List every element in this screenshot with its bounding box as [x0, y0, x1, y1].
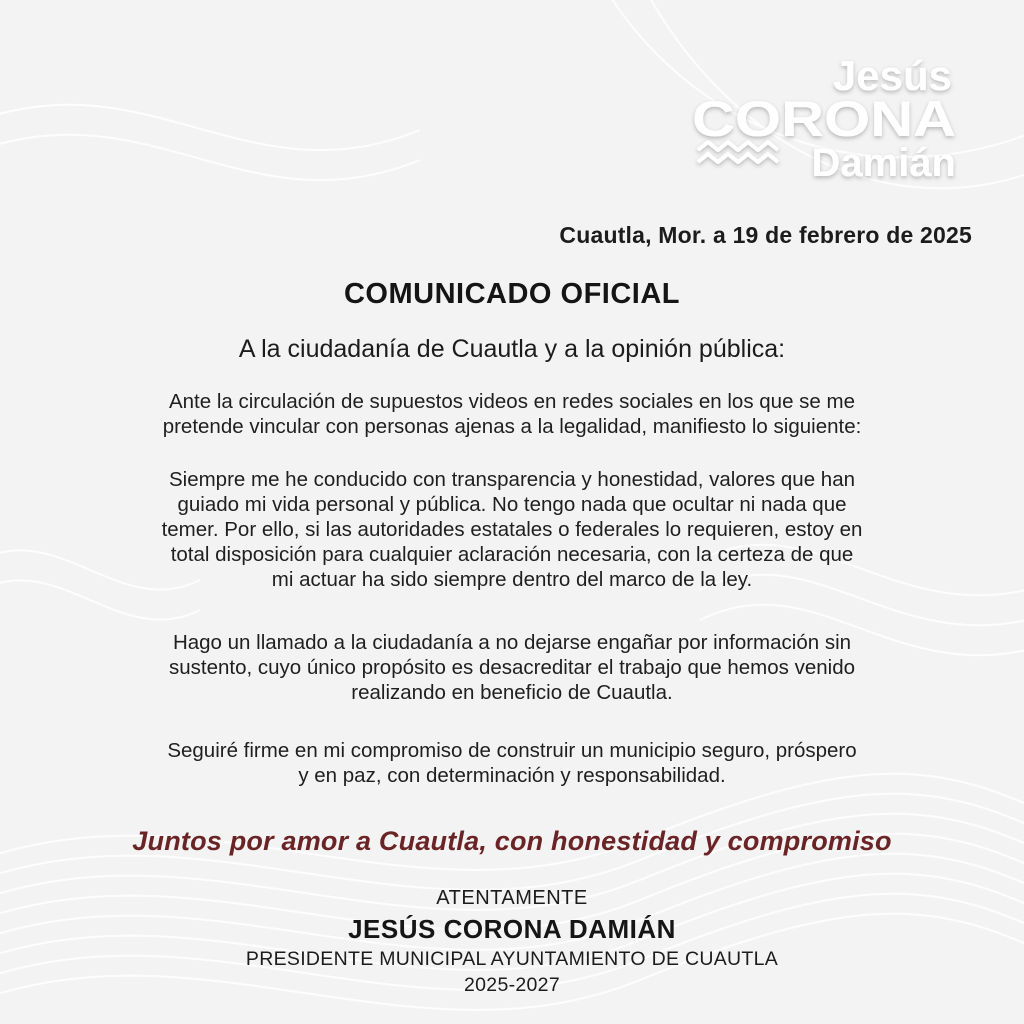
- paragraph-1: [90, 389, 934, 439]
- paragraph-line: guiado mi vida personal y pública. No tengo nada que ocultar ni nada que: [177, 493, 847, 516]
- closing-text: ATENTAMENTE: [436, 887, 588, 909]
- slogan: Juntos por amor a Cuautla, con honestidad y compromiso: [132, 826, 892, 856]
- paragraph-4: [90, 738, 934, 788]
- statement-title: COMUNICADO OFICIAL: [343, 278, 681, 310]
- paragraph-line: Siempre me he conducido con transparencia y honestidad, valores que han: [168, 468, 856, 491]
- paragraph-line: temer. Por ello, si las autoridades estatales o federales lo requieren, estoy en: [161, 518, 863, 541]
- paragraph-3: [90, 630, 934, 705]
- statement-date: Cuautla, Mor. a 19 de febrero de 2025: [559, 222, 972, 248]
- jesus-corona-damian-logo: [690, 52, 960, 185]
- signer-position: PRESIDENTE MUNICIPAL AYUNTAMIENTO DE CUAUTLA: [245, 948, 779, 970]
- paragraph-line: y en paz, con determinación y responsabilidad.: [298, 764, 726, 787]
- paragraph-line: mi actuar ha sido siempre dentro del marco de la ley.: [271, 568, 753, 591]
- paragraph-line: Seguiré firme en mi compromiso de construir un municipio seguro, próspero: [167, 739, 857, 762]
- logo-line-2: CORONA: [692, 91, 956, 147]
- paragraph-2: [90, 467, 934, 592]
- term-period: 2025-2027: [464, 974, 560, 996]
- paragraph-line: sustento, cuyo único propósito es desacreditar el trabajo que hemos venido: [168, 656, 856, 679]
- paragraph-line: Ante la circulación de supuestos videos en redes sociales en los que se me: [168, 390, 855, 413]
- logo-line-3: Damián: [811, 141, 956, 185]
- paragraph-line: realizando en beneficio de Cuautla.: [351, 681, 673, 704]
- paragraph-line: pretende vincular con personas ajenas a la legalidad, manifiesto lo siguiente:: [162, 415, 862, 438]
- paragraph-line: Hago un llamado a la ciudadanía a no dejarse engañar por información sin: [172, 631, 852, 654]
- logo-line-1: Jesús: [832, 52, 952, 99]
- statement-addressee: A la ciudadanía de Cuautla y a la opinión pública:: [238, 335, 786, 363]
- paragraph-line: total disposición para cualquier aclaración necesaria, con la certeza de que: [170, 543, 854, 566]
- signer-name: JESÚS CORONA DAMIÁN: [348, 914, 676, 944]
